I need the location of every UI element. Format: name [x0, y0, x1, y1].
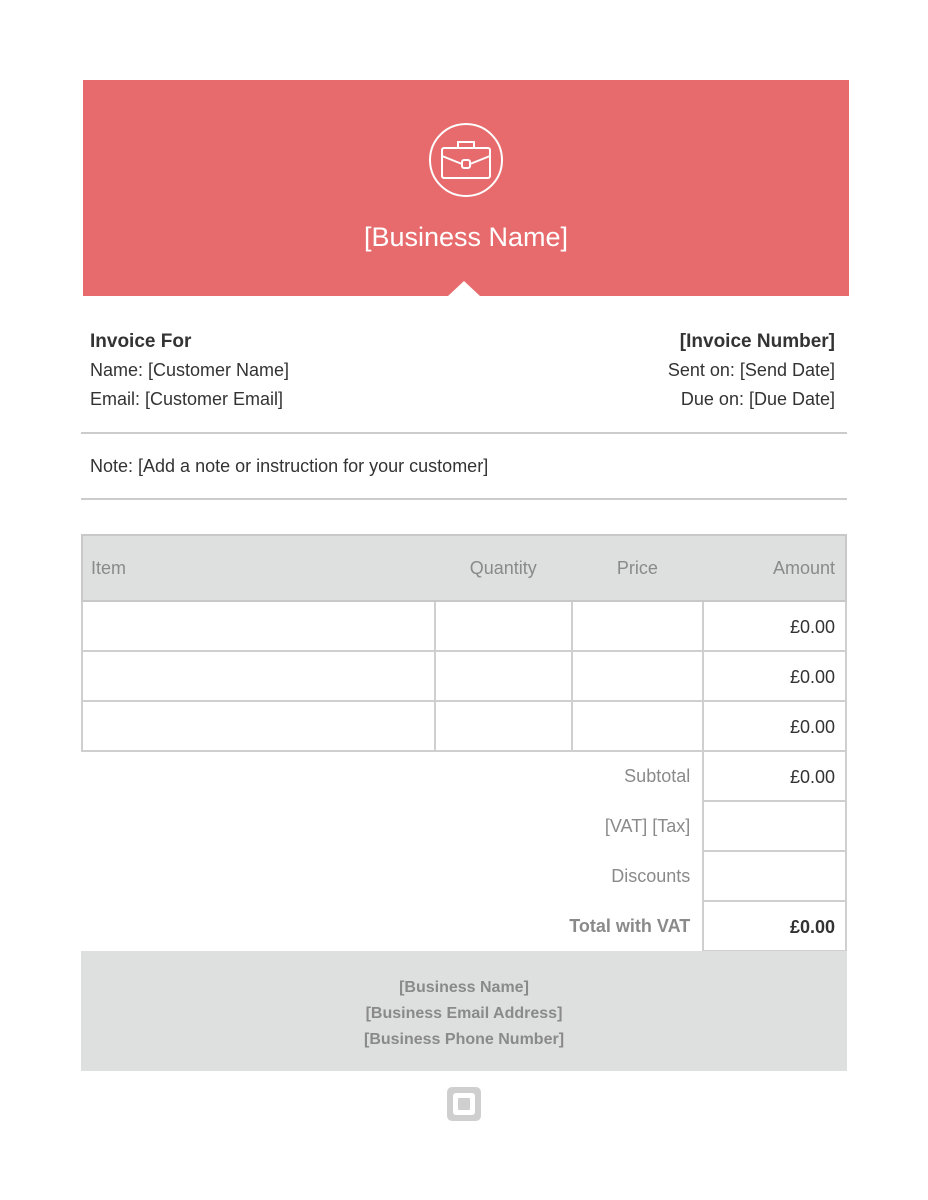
send-date: Sent on: [Send Date] — [667, 360, 835, 380]
total-row — [82, 901, 846, 951]
tax-value[interactable] — [703, 801, 846, 851]
invoice-meta-section — [668, 327, 835, 414]
square-logo-icon — [447, 1087, 481, 1121]
business-footer — [81, 951, 847, 1071]
total-label: Total with VAT — [569, 915, 691, 936]
banner-notch — [448, 281, 480, 296]
table-row — [82, 651, 846, 701]
invoice-for-section — [90, 327, 289, 414]
header-quantity: Quantity — [435, 535, 572, 601]
amount-cell: £0.00 — [703, 601, 846, 651]
briefcase-icon — [428, 122, 504, 198]
customer-name: Name: [Customer Name] — [90, 360, 290, 380]
footer-business-email: [Business Email Address] — [365, 1005, 563, 1022]
invoice-for-heading: Invoice For — [90, 331, 192, 352]
invoice-number: [Invoice Number] — [679, 331, 835, 352]
header-item: Item — [82, 535, 435, 601]
header-price: Price — [572, 535, 704, 601]
divider — [81, 432, 847, 434]
item-cell[interactable] — [82, 701, 435, 751]
table-header-row — [82, 535, 846, 601]
table-row — [82, 701, 846, 751]
total-value: £0.00 — [703, 901, 846, 951]
subtotal-value: £0.00 — [703, 751, 846, 801]
amount-cell: £0.00 — [703, 651, 846, 701]
quantity-cell[interactable] — [435, 651, 572, 701]
business-name-title: [Business Name] — [363, 222, 569, 252]
header-amount: Amount — [703, 535, 846, 601]
tax-label: [VAT] [Tax] — [604, 815, 691, 836]
footer-business-name: [Business Name] — [399, 979, 529, 996]
price-cell[interactable] — [572, 701, 704, 751]
customer-email: Email: [Customer Email] — [90, 389, 284, 409]
table-row — [82, 601, 846, 651]
discounts-label: Discounts — [611, 865, 691, 886]
amount-cell: £0.00 — [703, 701, 846, 751]
footer-business-phone: [Business Phone Number] — [363, 1031, 565, 1048]
line-items-table — [81, 534, 847, 952]
price-cell[interactable] — [572, 651, 704, 701]
price-cell[interactable] — [572, 601, 704, 651]
header-banner — [83, 80, 849, 296]
subtotal-row — [82, 751, 846, 801]
quantity-cell[interactable] — [435, 601, 572, 651]
divider — [81, 498, 847, 500]
item-cell[interactable] — [82, 651, 435, 701]
tax-row — [82, 801, 846, 851]
item-cell[interactable] — [82, 601, 435, 651]
invoice-note: Note: [Add a note or instruction for your customer] — [90, 456, 489, 476]
due-date: Due on: [Due Date] — [680, 389, 835, 409]
subtotal-label: Subtotal — [624, 766, 691, 786]
discounts-row — [82, 851, 846, 901]
quantity-cell[interactable] — [435, 701, 572, 751]
discounts-value[interactable] — [703, 851, 846, 901]
